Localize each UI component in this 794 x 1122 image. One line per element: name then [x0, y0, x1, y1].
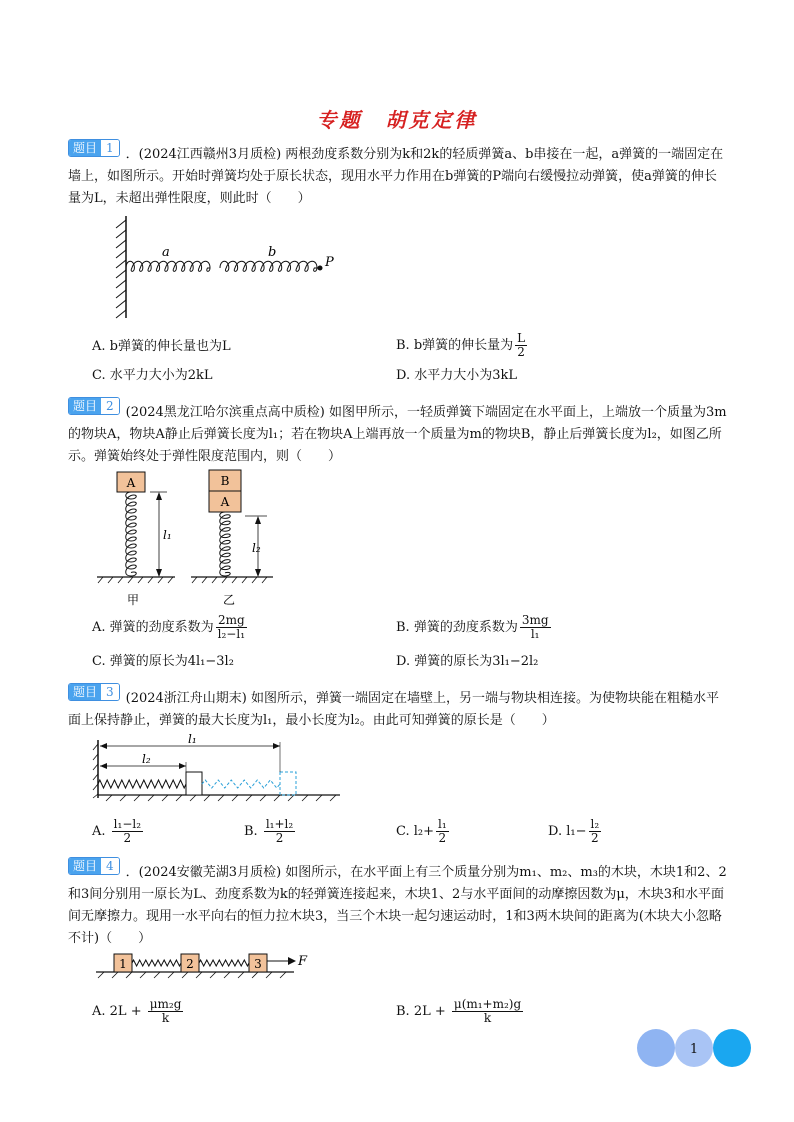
spring-blocks-figure — [95, 466, 285, 614]
page-title: 专题 胡克定律 — [316, 108, 478, 132]
q1-option-b[interactable]: B. b弹簧的伸长量为 $\frac{L}{2}$ — [396, 331, 526, 359]
svg-text:1: 1 — [119, 957, 127, 971]
q2-option-b[interactable]: B. 弹簧的劲度系数为 $\frac{3mg}{\text{l₁}}$ — [396, 613, 549, 641]
three-blocks-figure — [92, 946, 322, 982]
force-arrow — [288, 957, 296, 965]
spring-yi — [220, 512, 231, 576]
spring-a — [126, 261, 210, 271]
question-text: ．(2024安徽芜湖3月质检) 如图所示，在水平面上有三个质量分别为m₁、m₂、m₃的木块，木块1和2、2和3间分别用一原长为L、劲度系数为k的轻弹簧连接起来，木块1、2与水平面间的动摩擦因数为μ，木块3和水平面间无摩擦力。现用一水平向右的恒力拉木块3，当三个木块一起匀速运动时，1和3两木块间的距离为(木块大小忽略不计)（ ） — [68, 865, 727, 946]
q1-option-c[interactable]: C. 水平力大小为2kL — [92, 368, 213, 383]
q4-option-b[interactable]: B. 2L + $\frac{\text{μ(m₁+m₂)g}}{k}$ — [396, 997, 522, 1025]
label-a: a — [162, 245, 170, 260]
spring-jia — [126, 492, 137, 576]
q3-option-a[interactable]: A. $\frac{\text{l₁−l₂}}{2}$ — [92, 817, 142, 845]
svg-text:l₁: l₁ — [163, 528, 172, 542]
question-text: ．(2024江西赣州3月质检) 两根劲度系数分别为k和2k的轻质弹簧a、b串接在一起，a弹簧的一端固定在墙上，如图所示。开始时弹簧均处于原长状态，现用水平力作用在b弹簧的P端向右缓慢拉动弹簧，使a弹簧的伸长量为L，未超出弹性限度，则此时（ ） — [68, 147, 724, 206]
q1-option-d[interactable]: D. 水平力大小为3kL — [396, 368, 518, 383]
spring-1-2 — [132, 960, 181, 966]
q3-option-c[interactable]: C. l₂+ $\frac{\text{l₁}}{2}$ — [396, 817, 447, 845]
question-tag: 题目 3 — [68, 683, 120, 701]
svg-text:F: F — [298, 954, 308, 969]
q4-option-a[interactable]: A. 2L + $\frac{\text{μm₂g}}{k}$ — [92, 997, 182, 1025]
svg-text:乙: 乙 — [222, 593, 236, 607]
svg-text:3: 3 — [254, 957, 262, 971]
label-b: b — [268, 245, 277, 260]
q2-option-d[interactable]: D. 弹簧的原长为3l₁−2l₂ — [396, 654, 539, 669]
spring-stretched — [202, 780, 280, 788]
label-p: P — [325, 255, 334, 270]
q3-option-b[interactable]: B. $\frac{\text{l₁+l₂}}{2}$ — [244, 817, 294, 845]
question-tag: 题目 1 — [68, 139, 120, 157]
svg-text:l₁: l₁ — [188, 732, 197, 746]
svg-text:甲: 甲 — [126, 593, 140, 607]
svg-text:B: B — [220, 474, 230, 488]
svg-text:l₂: l₂ — [142, 752, 151, 766]
question-3 — [68, 683, 728, 732]
q1-option-a[interactable]: A. b弹簧的伸长量也为L — [92, 339, 231, 354]
page-number: 1 — [689, 1042, 699, 1057]
question-tag: 题目 2 — [68, 397, 120, 415]
question-tag: 题目 4 — [68, 857, 120, 875]
q2-option-a[interactable]: A. 弹簧的劲度系数为 $\frac{2mg}{\text{l₂−l₁}}$ — [92, 613, 246, 641]
block-short — [186, 772, 202, 795]
svg-text:A: A — [220, 495, 230, 509]
page-number-badge — [636, 1028, 752, 1068]
q2-option-c[interactable]: C. 弹簧的原长为4l₁−3l₂ — [92, 654, 234, 669]
spring-b — [220, 261, 317, 271]
question-text: (2024浙江舟山期末) 如图所示，弹簧一端固定在墙壁上，另一端与物块相连接。为使物块能在粗糙水平面上保持静止，弹簧的最大长度为l₁，最小长度为l₂。由此可知弹簧的原长是（ ） — [68, 691, 720, 728]
spring-wall-block-figure — [92, 732, 344, 804]
spring-compressed — [98, 780, 186, 788]
question-4 — [68, 857, 728, 950]
spring-wall-figure — [110, 212, 350, 322]
svg-text:2: 2 — [186, 957, 194, 971]
block-long — [280, 772, 296, 795]
q3-option-d[interactable]: D. l₁− $\frac{\text{l₂}}{2}$ — [548, 817, 600, 845]
svg-text:l₂: l₂ — [252, 541, 261, 555]
question-2 — [68, 397, 728, 468]
question-1 — [68, 139, 728, 210]
question-text: (2024黑龙江哈尔滨重点高中质检) 如图甲所示，一轻质弹簧下端固定在水平面上，上端放一个质量为3m的物块A，物块A静止后弹簧长度为l₁；若在物块A上端再放一个质量为m的物块B，静止后弹簧长度为l₂，如图乙所示。弹簧始终处于弹性限度范围内，则（ ） — [68, 405, 727, 464]
svg-text:A: A — [126, 476, 136, 490]
point-p-dot — [318, 266, 323, 271]
spring-2-3 — [199, 960, 249, 966]
